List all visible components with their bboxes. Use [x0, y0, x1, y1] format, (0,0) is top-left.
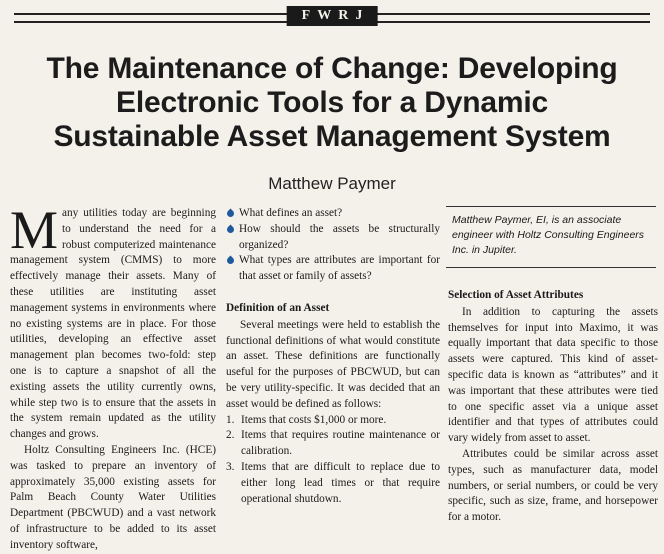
column-2	[226, 206, 440, 507]
list-number: 1.	[226, 413, 235, 426]
bullet-text: What defines an asset?	[239, 207, 343, 219]
author-note: Matthew Paymer, EI, is an associate engineer with Holtz Consulting Engineers Inc. in Jupiter.	[452, 214, 645, 256]
list-item	[226, 413, 440, 429]
water-drop-bullet-icon	[226, 224, 236, 234]
title-line-2: Electronic Tools for a Dynamic	[116, 86, 548, 119]
list-number: 2.	[226, 429, 235, 442]
paragraph: Holtz Consulting Engineers Inc. (HCE) was tasked to prepare an inventory of approximately 35,000 existing assets for Palm Beach County Water Utilities Department (PBCWUD) and a vast network of infrastructure to be added to its asset inventory software,	[10, 443, 216, 551]
intro-text: any utilities today are beginning to understand the need for a robust computerized maintenance management system (CMMS) to more effectively manage their assets. Many of these utilities are instituting asset management systems in environments where no existing systems are in place. For those utilities, developing an effective asset management plan becomes two-fold: step one is to capture a snapshot of all the existing assets the utility currently owns, while step two is to ensure that the assets in the system remain updated as the utility changes and grows.	[10, 207, 216, 441]
column-3	[448, 288, 658, 526]
list-item	[226, 253, 440, 285]
section-heading: Selection of Asset Attributes	[448, 289, 584, 301]
paragraph: Attributes could be similar across asset types, such as manufacturer data, model numbers, or serial numbers, or could be very specific, such as size, frame, and horsepower for a motor.	[448, 447, 658, 524]
intro-paragraph	[10, 200, 216, 443]
definition-list	[226, 413, 440, 508]
list-item	[226, 460, 440, 507]
list-text: Items that costs $1,000 or more.	[241, 413, 387, 426]
author-byline: Matthew Paymer	[268, 174, 396, 193]
water-drop-bullet-icon	[226, 256, 236, 266]
column-1	[10, 200, 216, 554]
list-text: Items that requires routine maintenance or calibration.	[241, 429, 440, 458]
paragraph: Several meetings were held to establish the functional definitions of what would constitute an asset. These definitions are functionally useful for the purposes of PBCWUD, but can be very utility-specific. It was decided that an asset would be defined as follows:	[226, 318, 440, 410]
list-item	[226, 206, 440, 222]
list-number: 3.	[226, 460, 235, 473]
bullet-text: What types are attributes are important for that asset or family of assets?	[239, 254, 440, 283]
masthead: FWRJ	[287, 6, 378, 26]
title-line-3: Sustainable Asset Management System	[53, 120, 611, 153]
section-heading: Definition of an Asset	[226, 301, 330, 314]
list-item	[226, 428, 440, 460]
list-item	[226, 222, 440, 254]
title-line-1: The Maintenance of Change: Developing	[46, 52, 618, 85]
paragraph: In addition to capturing the assets themselves for input into Maximo, it was equally important that data specific to those assets were captured. This kind of asset-specific data is known as “attributes” and it was important that these attributes were tied to one specific asset via a unique asset identifier and that types of attributes could vary widely from asset to asset.	[448, 305, 658, 445]
list-text: Items that are difficult to replace due to either long lead times or that require operational shutdown.	[241, 460, 440, 505]
question-list	[226, 206, 440, 285]
bullet-text: How should the assets be structurally organized?	[239, 222, 440, 251]
drop-cap: M	[10, 200, 59, 260]
water-drop-bullet-icon	[226, 209, 236, 219]
article-title	[0, 52, 664, 154]
